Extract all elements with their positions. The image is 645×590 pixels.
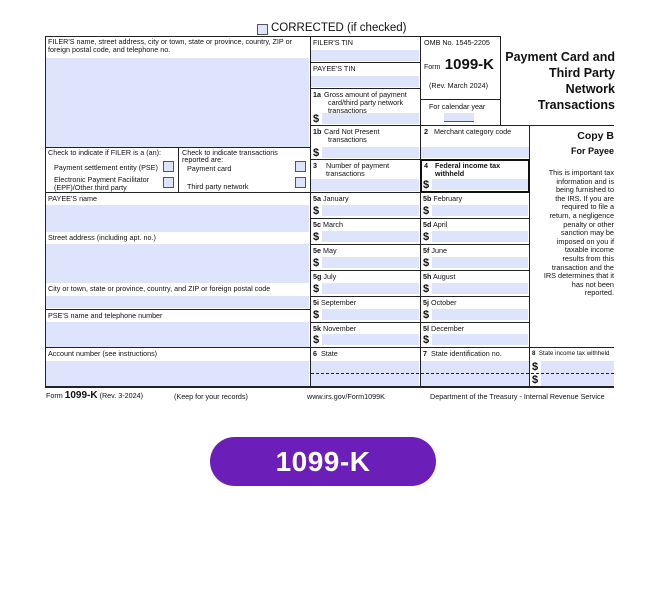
line (310, 322, 530, 323)
omb-number: OMB No. 1545-2205 (424, 38, 490, 47)
box7-label: 7 State identification no. (423, 349, 502, 358)
line (420, 99, 500, 100)
box5h-label: 5h August (423, 272, 456, 281)
footer-url[interactable]: www.irs.gov/Form1099K (307, 392, 385, 401)
box4-num: 4 (424, 161, 428, 170)
account-number-label: Account number (see instructions) (48, 349, 158, 358)
box5l-field[interactable] (432, 334, 528, 345)
third-party-checkbox[interactable] (295, 177, 306, 188)
box5b-field[interactable] (432, 205, 528, 216)
notice-text: This is important tax information and is being furnished to the IRS. If you are required to file a return, a negligence penalty or other sanction may be imposed on you if taxable income results from this transaction and the IRS determines that it has not been reported. (543, 168, 614, 298)
box6-label: 6 State (313, 349, 338, 358)
pse-checkbox[interactable] (163, 161, 174, 172)
box5j-dollar: $ (423, 309, 430, 321)
filer-tin-field[interactable] (311, 50, 419, 61)
line (45, 192, 310, 193)
city-label: City or town, state or province, country, and ZIP or foreign postal code (48, 284, 271, 293)
calendar-year-label: For calendar year (429, 102, 486, 111)
box2-label: Merchant category code (434, 127, 512, 136)
box5g-label: 5g July (313, 272, 337, 281)
box1b-num: 1b (313, 127, 322, 136)
filer-type-heading: Check to indicate if FILER is a (an): (48, 148, 162, 157)
box5c-field[interactable] (322, 231, 419, 242)
box1a-num: 1a (313, 90, 321, 99)
box5b-dollar: $ (423, 205, 430, 217)
box5c-label: 5c March (313, 220, 343, 229)
box5d-label: 5d April (423, 220, 448, 229)
transactions-heading: Check to indicate transactions reported are: (182, 148, 278, 164)
box8-label: 8 State income tax withheld (532, 350, 610, 357)
form-left-border (45, 36, 46, 387)
box5e-field[interactable] (322, 257, 419, 268)
box1b-field[interactable] (322, 147, 419, 158)
pse-name-field[interactable] (46, 322, 309, 347)
line (310, 296, 530, 297)
box5f-dollar: $ (423, 257, 430, 269)
box5i-label: 5i September (313, 298, 357, 307)
box5j-field[interactable] (432, 309, 528, 320)
calendar-year-field[interactable] (444, 113, 474, 122)
box5l-dollar: $ (423, 334, 430, 346)
box3-num: 3 (313, 161, 317, 170)
box3-label: Number of payment transactions (326, 161, 390, 178)
box2-field[interactable] (421, 147, 529, 158)
pse-label: Payment settlement entity (PSE) (54, 163, 158, 172)
line (310, 62, 420, 63)
box5f-label: 5f June (423, 246, 447, 255)
box5k-field[interactable] (322, 334, 419, 345)
form-title: Payment Card and Third Party Network Transactions (505, 50, 615, 112)
box5i-dollar: $ (313, 309, 320, 321)
payee-tin-label: PAYEE'S TIN (313, 64, 356, 73)
box5h-field[interactable] (432, 283, 528, 294)
payee-tin-field[interactable] (311, 76, 419, 87)
box3-field[interactable] (311, 179, 419, 191)
box5g-field[interactable] (322, 283, 419, 294)
box8-dollar-2: $ (532, 374, 539, 386)
filer-tin-label: FILER'S TIN (313, 38, 353, 47)
corrected-label: CORRECTED (if checked) (271, 22, 407, 34)
box5e-dollar: $ (313, 257, 320, 269)
dashed-line (311, 373, 614, 374)
box5c-dollar: $ (313, 231, 320, 243)
payment-card-checkbox[interactable] (295, 161, 306, 172)
filer-block-label: FILER'S name, street address, city or town, state or province, country, ZIP or foreign postal code, and telephone no. (48, 37, 292, 54)
city-field[interactable] (46, 296, 309, 308)
box5i-field[interactable] (322, 309, 419, 320)
box5d-dollar: $ (423, 231, 430, 243)
box5b-label: 5b February (423, 194, 463, 203)
third-party-label: Third party network (187, 182, 249, 191)
line (45, 347, 614, 348)
box4-label: Federal income tax withheld (435, 161, 501, 178)
footer-form-id: Form 1099-K (Rev. 3-2024) (46, 390, 144, 401)
line (310, 88, 420, 89)
box1b-label: Card Not Present transactions (324, 127, 380, 144)
line (310, 125, 614, 126)
for-payee-label: For Payee (570, 146, 614, 156)
line (310, 218, 530, 219)
epf-checkbox[interactable] (163, 177, 174, 188)
footer-keep: (Keep for your records) (174, 392, 248, 401)
box5k-label: 5k November (313, 324, 357, 333)
box5e-label: 5e May (313, 246, 337, 255)
street-address-field[interactable] (46, 244, 309, 283)
form-number-title: Form 1099-K (424, 56, 494, 73)
corrected-checkbox[interactable] (257, 24, 268, 35)
account-number-field[interactable] (46, 361, 309, 386)
box5a-field[interactable] (322, 205, 419, 216)
epf-label: Electronic Payment Facilitator (EPF)/Other third party (54, 175, 150, 192)
line (178, 147, 179, 192)
payment-card-label: Payment card (187, 164, 232, 173)
box8-dollar-1: $ (532, 361, 539, 373)
box5j-label: 5j October (423, 298, 457, 307)
box5g-dollar: $ (313, 283, 320, 295)
box5k-dollar: $ (313, 334, 320, 346)
box1a-dollar: $ (313, 113, 320, 125)
box4-dollar: $ (423, 179, 430, 191)
form-badge: 1099-K (210, 437, 436, 486)
box5l-label: 5l December (423, 324, 465, 333)
line (310, 270, 530, 271)
street-address-label: Street address (including apt. no.) (48, 233, 156, 242)
box5a-dollar: $ (313, 205, 320, 217)
box1a-label: Gross amount of payment card/third party network transactions (324, 90, 407, 115)
line (45, 309, 310, 310)
filer-info-field[interactable] (46, 58, 309, 147)
box5a-label: 5a January (313, 194, 349, 203)
box5h-dollar: $ (423, 283, 430, 295)
box1b-dollar: $ (313, 147, 320, 159)
footer-dept: Department of the Treasury - Internal Revenue Service (430, 392, 605, 401)
payee-name-field[interactable] (46, 205, 309, 232)
box5d-field[interactable] (432, 231, 528, 242)
pse-name-label: PSE'S name and telephone number (48, 311, 163, 320)
line (310, 244, 530, 245)
rev-date: (Rev. March 2024) (429, 81, 488, 90)
col-divider-2 (420, 36, 421, 387)
payee-name-label: PAYEE'S name (48, 194, 98, 203)
box2-num: 2 (424, 127, 428, 136)
box5f-field[interactable] (432, 257, 528, 268)
copy-b-label: Copy B (577, 130, 614, 142)
